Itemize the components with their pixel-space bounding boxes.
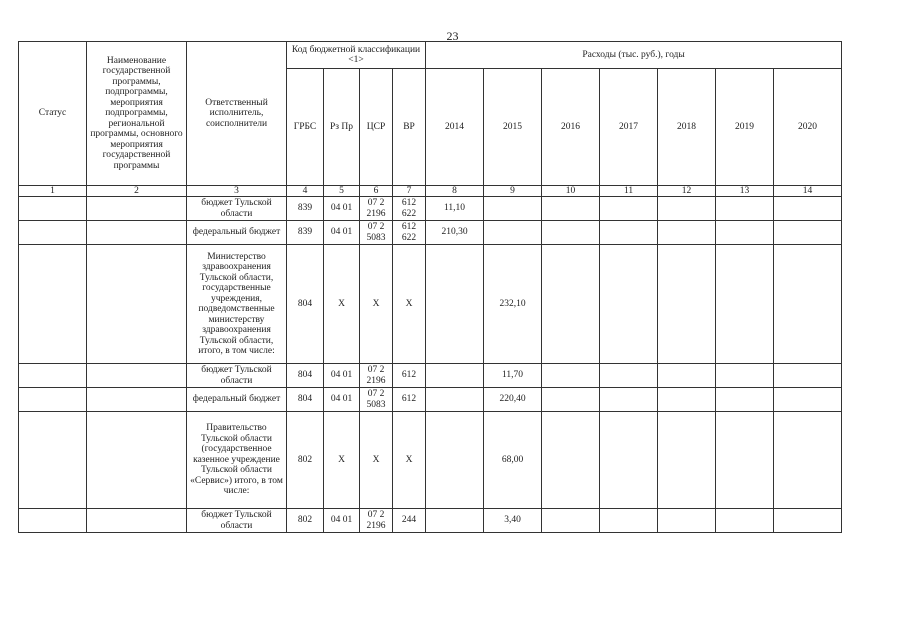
col-num: 1: [19, 186, 87, 197]
value-2019: [716, 509, 774, 533]
name-cell: [87, 245, 187, 364]
header-expenses: Расходы (тыс. руб.), годы: [426, 42, 842, 69]
value-2020: [774, 221, 842, 245]
status-cell: [19, 388, 87, 412]
executor-cell: Министерство здравоохранения Тульской области, государственные учреждения, подведомственные министерству здравоохранения Тульской области, итого, в том числе:: [187, 245, 287, 364]
value-2017: [600, 388, 658, 412]
status-cell: [19, 364, 87, 388]
value-2019: [716, 245, 774, 364]
value-2016: [542, 197, 600, 221]
rzpr-cell: 04 01: [324, 388, 360, 412]
value-2016: [542, 509, 600, 533]
table-row: [19, 388, 842, 412]
header-vr: ВР: [393, 69, 426, 186]
name-cell: [87, 509, 187, 533]
rzpr-cell: Х: [324, 412, 360, 509]
csr-cell: 07 2 5083: [360, 388, 393, 412]
value-2018: [658, 388, 716, 412]
name-cell: [87, 197, 187, 221]
value-2014: [426, 245, 484, 364]
executor-cell: бюджет Тульской области: [187, 364, 287, 388]
col-num: 5: [324, 186, 360, 197]
value-2020: [774, 364, 842, 388]
value-2018: [658, 221, 716, 245]
status-cell: [19, 221, 87, 245]
col-num: 9: [484, 186, 542, 197]
executor-cell: бюджет Тульской области: [187, 509, 287, 533]
value-2015: 68,00: [484, 412, 542, 509]
executor-cell: бюджет Тульской области: [187, 197, 287, 221]
header-budget-code: Код бюджетной классификации <1>: [287, 42, 426, 69]
grbs-cell: 839: [287, 197, 324, 221]
value-2016: [542, 221, 600, 245]
value-2015: 220,40: [484, 388, 542, 412]
header-csr: ЦСР: [360, 69, 393, 186]
status-cell: [19, 509, 87, 533]
header-row-1: [19, 42, 842, 69]
value-2015: 3,40: [484, 509, 542, 533]
value-2015: [484, 197, 542, 221]
table-row: [19, 221, 842, 245]
col-num: 8: [426, 186, 484, 197]
value-2017: [600, 221, 658, 245]
value-2020: [774, 245, 842, 364]
value-2014: [426, 509, 484, 533]
csr-cell: 07 2 2196: [360, 509, 393, 533]
header-name: Наименование государственной программы, подпрограммы, мероприятия подпрограммы, региональной программы, основного мероприятия государственной программы: [87, 42, 187, 186]
value-2014: 210,30: [426, 221, 484, 245]
vr-cell: 612 622: [393, 221, 426, 245]
grbs-cell: 802: [287, 412, 324, 509]
value-2015: [484, 221, 542, 245]
name-cell: [87, 412, 187, 509]
status-cell: [19, 412, 87, 509]
value-2020: [774, 412, 842, 509]
value-2016: [542, 388, 600, 412]
col-num: 4: [287, 186, 324, 197]
csr-cell: 07 2 2196: [360, 197, 393, 221]
header-status: Статус: [19, 42, 87, 186]
value-2017: [600, 412, 658, 509]
grbs-cell: 804: [287, 388, 324, 412]
column-number-row: [19, 186, 842, 197]
grbs-cell: 839: [287, 221, 324, 245]
vr-cell: 612: [393, 364, 426, 388]
value-2014: [426, 412, 484, 509]
name-cell: [87, 364, 187, 388]
value-2019: [716, 221, 774, 245]
col-num: 2: [87, 186, 187, 197]
rzpr-cell: 04 01: [324, 221, 360, 245]
grbs-cell: 802: [287, 509, 324, 533]
value-2019: [716, 412, 774, 509]
vr-cell: 244: [393, 509, 426, 533]
budget-table: [18, 41, 842, 533]
vr-cell: 612: [393, 388, 426, 412]
value-2014: 11,10: [426, 197, 484, 221]
value-2016: [542, 245, 600, 364]
name-cell: [87, 388, 187, 412]
csr-cell: Х: [360, 412, 393, 509]
vr-cell: Х: [393, 412, 426, 509]
value-2015: 11,70: [484, 364, 542, 388]
grbs-cell: 804: [287, 364, 324, 388]
value-2014: [426, 364, 484, 388]
csr-cell: 07 2 5083: [360, 221, 393, 245]
value-2020: [774, 509, 842, 533]
executor-cell: федеральный бюджет: [187, 388, 287, 412]
value-2018: [658, 509, 716, 533]
value-2017: [600, 245, 658, 364]
value-2016: [542, 412, 600, 509]
vr-cell: 612 622: [393, 197, 426, 221]
vr-cell: Х: [393, 245, 426, 364]
header-year-2015: 2015: [484, 69, 542, 186]
col-num: 12: [658, 186, 716, 197]
csr-cell: Х: [360, 245, 393, 364]
header-year-2019: 2019: [716, 69, 774, 186]
header-year-2020: 2020: [774, 69, 842, 186]
page-number: 23: [446, 29, 459, 43]
grbs-cell: 804: [287, 245, 324, 364]
status-cell: [19, 197, 87, 221]
value-2016: [542, 364, 600, 388]
value-2019: [716, 197, 774, 221]
executor-cell: федеральный бюджет: [187, 221, 287, 245]
col-num: 11: [600, 186, 658, 197]
table-row: [19, 197, 842, 221]
table-row: [19, 245, 842, 364]
csr-cell: 07 2 2196: [360, 364, 393, 388]
executor-cell: Правительство Тульской области (государственное казенное учреждение Тульской области «Сервис») итого, в том числе:: [187, 412, 287, 509]
value-2018: [658, 245, 716, 364]
value-2017: [600, 509, 658, 533]
value-2018: [658, 197, 716, 221]
rzpr-cell: Х: [324, 245, 360, 364]
value-2014: [426, 388, 484, 412]
header-year-2014: 2014: [426, 69, 484, 186]
header-grbs: ГРБС: [287, 69, 324, 186]
header-year-2018: 2018: [658, 69, 716, 186]
header-executor: Ответственный исполнитель, соисполнители: [187, 42, 287, 186]
value-2017: [600, 364, 658, 388]
col-num: 10: [542, 186, 600, 197]
name-cell: [87, 221, 187, 245]
value-2020: [774, 197, 842, 221]
table-row: [19, 412, 842, 509]
table-row: [19, 509, 842, 533]
col-num: 13: [716, 186, 774, 197]
value-2015: 232,10: [484, 245, 542, 364]
value-2018: [658, 364, 716, 388]
header-year-2016: 2016: [542, 69, 600, 186]
header-year-2017: 2017: [600, 69, 658, 186]
rzpr-cell: 04 01: [324, 197, 360, 221]
value-2020: [774, 388, 842, 412]
rzpr-cell: 04 01: [324, 509, 360, 533]
col-num: 14: [774, 186, 842, 197]
col-num: 6: [360, 186, 393, 197]
col-num: 3: [187, 186, 287, 197]
header-rzpr: Рз Пр: [324, 69, 360, 186]
table-row: [19, 364, 842, 388]
value-2019: [716, 364, 774, 388]
value-2017: [600, 197, 658, 221]
value-2018: [658, 412, 716, 509]
value-2019: [716, 388, 774, 412]
status-cell: [19, 245, 87, 364]
col-num: 7: [393, 186, 426, 197]
rzpr-cell: 04 01: [324, 364, 360, 388]
